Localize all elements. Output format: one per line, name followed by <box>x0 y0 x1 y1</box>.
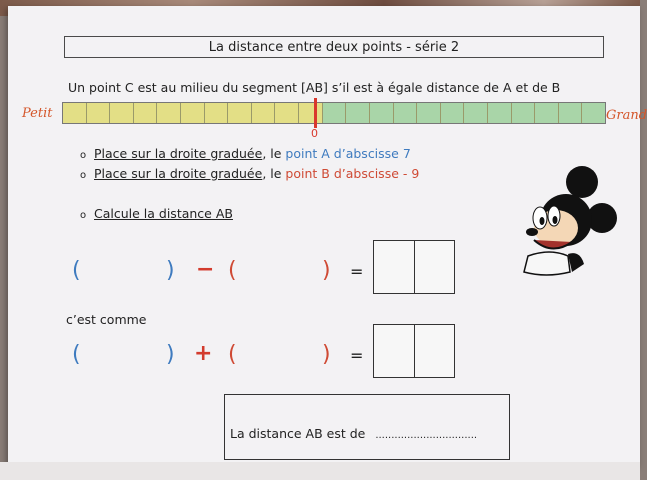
eq2-open-paren-1: ( <box>72 342 81 367</box>
task-instruction: Place sur la droite graduée <box>94 166 263 181</box>
ruler-segment[interactable] <box>323 103 347 123</box>
answer-digit-cell[interactable] <box>415 325 455 377</box>
final-answer-text <box>230 426 477 441</box>
definition-text: Un point C est au milieu du segment [AB] s’il est à égale distance de A et de B <box>68 80 561 95</box>
ruler-segment[interactable] <box>512 103 536 123</box>
answer-blank-line[interactable]: ................................ <box>375 430 478 441</box>
worksheet-title <box>64 36 604 58</box>
task-bullet: o <box>80 210 87 221</box>
ruler-segment[interactable] <box>157 103 181 123</box>
eq1-equals-sign: = <box>350 262 364 281</box>
task-instruction: Place sur la droite graduée <box>94 146 263 161</box>
ruler-segment[interactable] <box>488 103 512 123</box>
task-instruction: Calcule la distance AB <box>94 206 233 221</box>
ruler-segment[interactable] <box>464 103 488 123</box>
ruler-segment[interactable] <box>417 103 441 123</box>
mickey-mouse-illustration <box>510 160 620 280</box>
ruler-segment[interactable] <box>394 103 418 123</box>
eq1-close-paren-1: ) <box>166 258 175 283</box>
ruler-right-label: Grand <box>606 108 647 123</box>
ruler-segment[interactable] <box>441 103 465 123</box>
eq2-open-paren-2: ( <box>228 342 237 367</box>
ruler-segment[interactable] <box>110 103 134 123</box>
task-connector: , le <box>262 146 286 161</box>
ruler-segment[interactable] <box>299 103 323 123</box>
zero-mark <box>314 98 317 128</box>
ruler-segment[interactable] <box>87 103 111 123</box>
next-sheet-edge <box>0 462 640 480</box>
task-bullet: o <box>80 170 87 181</box>
ruler-segment[interactable] <box>181 103 205 123</box>
ruler-segment[interactable] <box>346 103 370 123</box>
ruler-left-label: Petit <box>22 106 53 121</box>
eq1-open-paren-2: ( <box>228 258 237 283</box>
task-place-b <box>80 166 419 181</box>
task-place-a <box>80 146 411 161</box>
title-text: La distance entre deux points - série 2 <box>208 39 460 55</box>
eq2-equals-sign: = <box>350 346 364 365</box>
eq1-minus-sign: − <box>196 257 215 282</box>
point-b-text: point B d’abscisse - 9 <box>285 166 420 181</box>
ruler-segment[interactable] <box>205 103 229 123</box>
eq2-answer-box[interactable] <box>373 324 455 378</box>
task-bullet: o <box>80 150 87 161</box>
answer-digit-cell[interactable] <box>415 241 455 293</box>
point-a-text: point A d’abscisse 7 <box>285 146 411 161</box>
eq2-close-paren-1: ) <box>166 342 175 367</box>
task-calculate <box>80 206 233 221</box>
task-connector: , le <box>262 166 286 181</box>
eq1-open-paren-1: ( <box>72 258 81 283</box>
eq2-close-paren-2: ) <box>322 342 331 367</box>
ruler-segment[interactable] <box>134 103 158 123</box>
ruler-segment[interactable] <box>559 103 583 123</box>
number-line[interactable] <box>62 102 606 124</box>
final-answer-label: La distance AB est de <box>230 426 366 441</box>
ruler-segment[interactable] <box>535 103 559 123</box>
ruler-segment[interactable] <box>63 103 87 123</box>
ruler-segment[interactable] <box>370 103 394 123</box>
eq1-answer-box[interactable] <box>373 240 455 294</box>
answer-digit-cell[interactable] <box>374 325 415 377</box>
cest-comme-text: c’est comme <box>66 312 147 327</box>
ruler-segment[interactable] <box>582 103 605 123</box>
zero-label: 0 <box>311 127 318 140</box>
eq1-close-paren-2: ) <box>322 258 331 283</box>
ruler-segment[interactable] <box>275 103 299 123</box>
ruler-segment[interactable] <box>228 103 252 123</box>
ruler-segment[interactable] <box>252 103 276 123</box>
answer-digit-cell[interactable] <box>374 241 415 293</box>
eq2-plus-sign: + <box>194 341 213 366</box>
